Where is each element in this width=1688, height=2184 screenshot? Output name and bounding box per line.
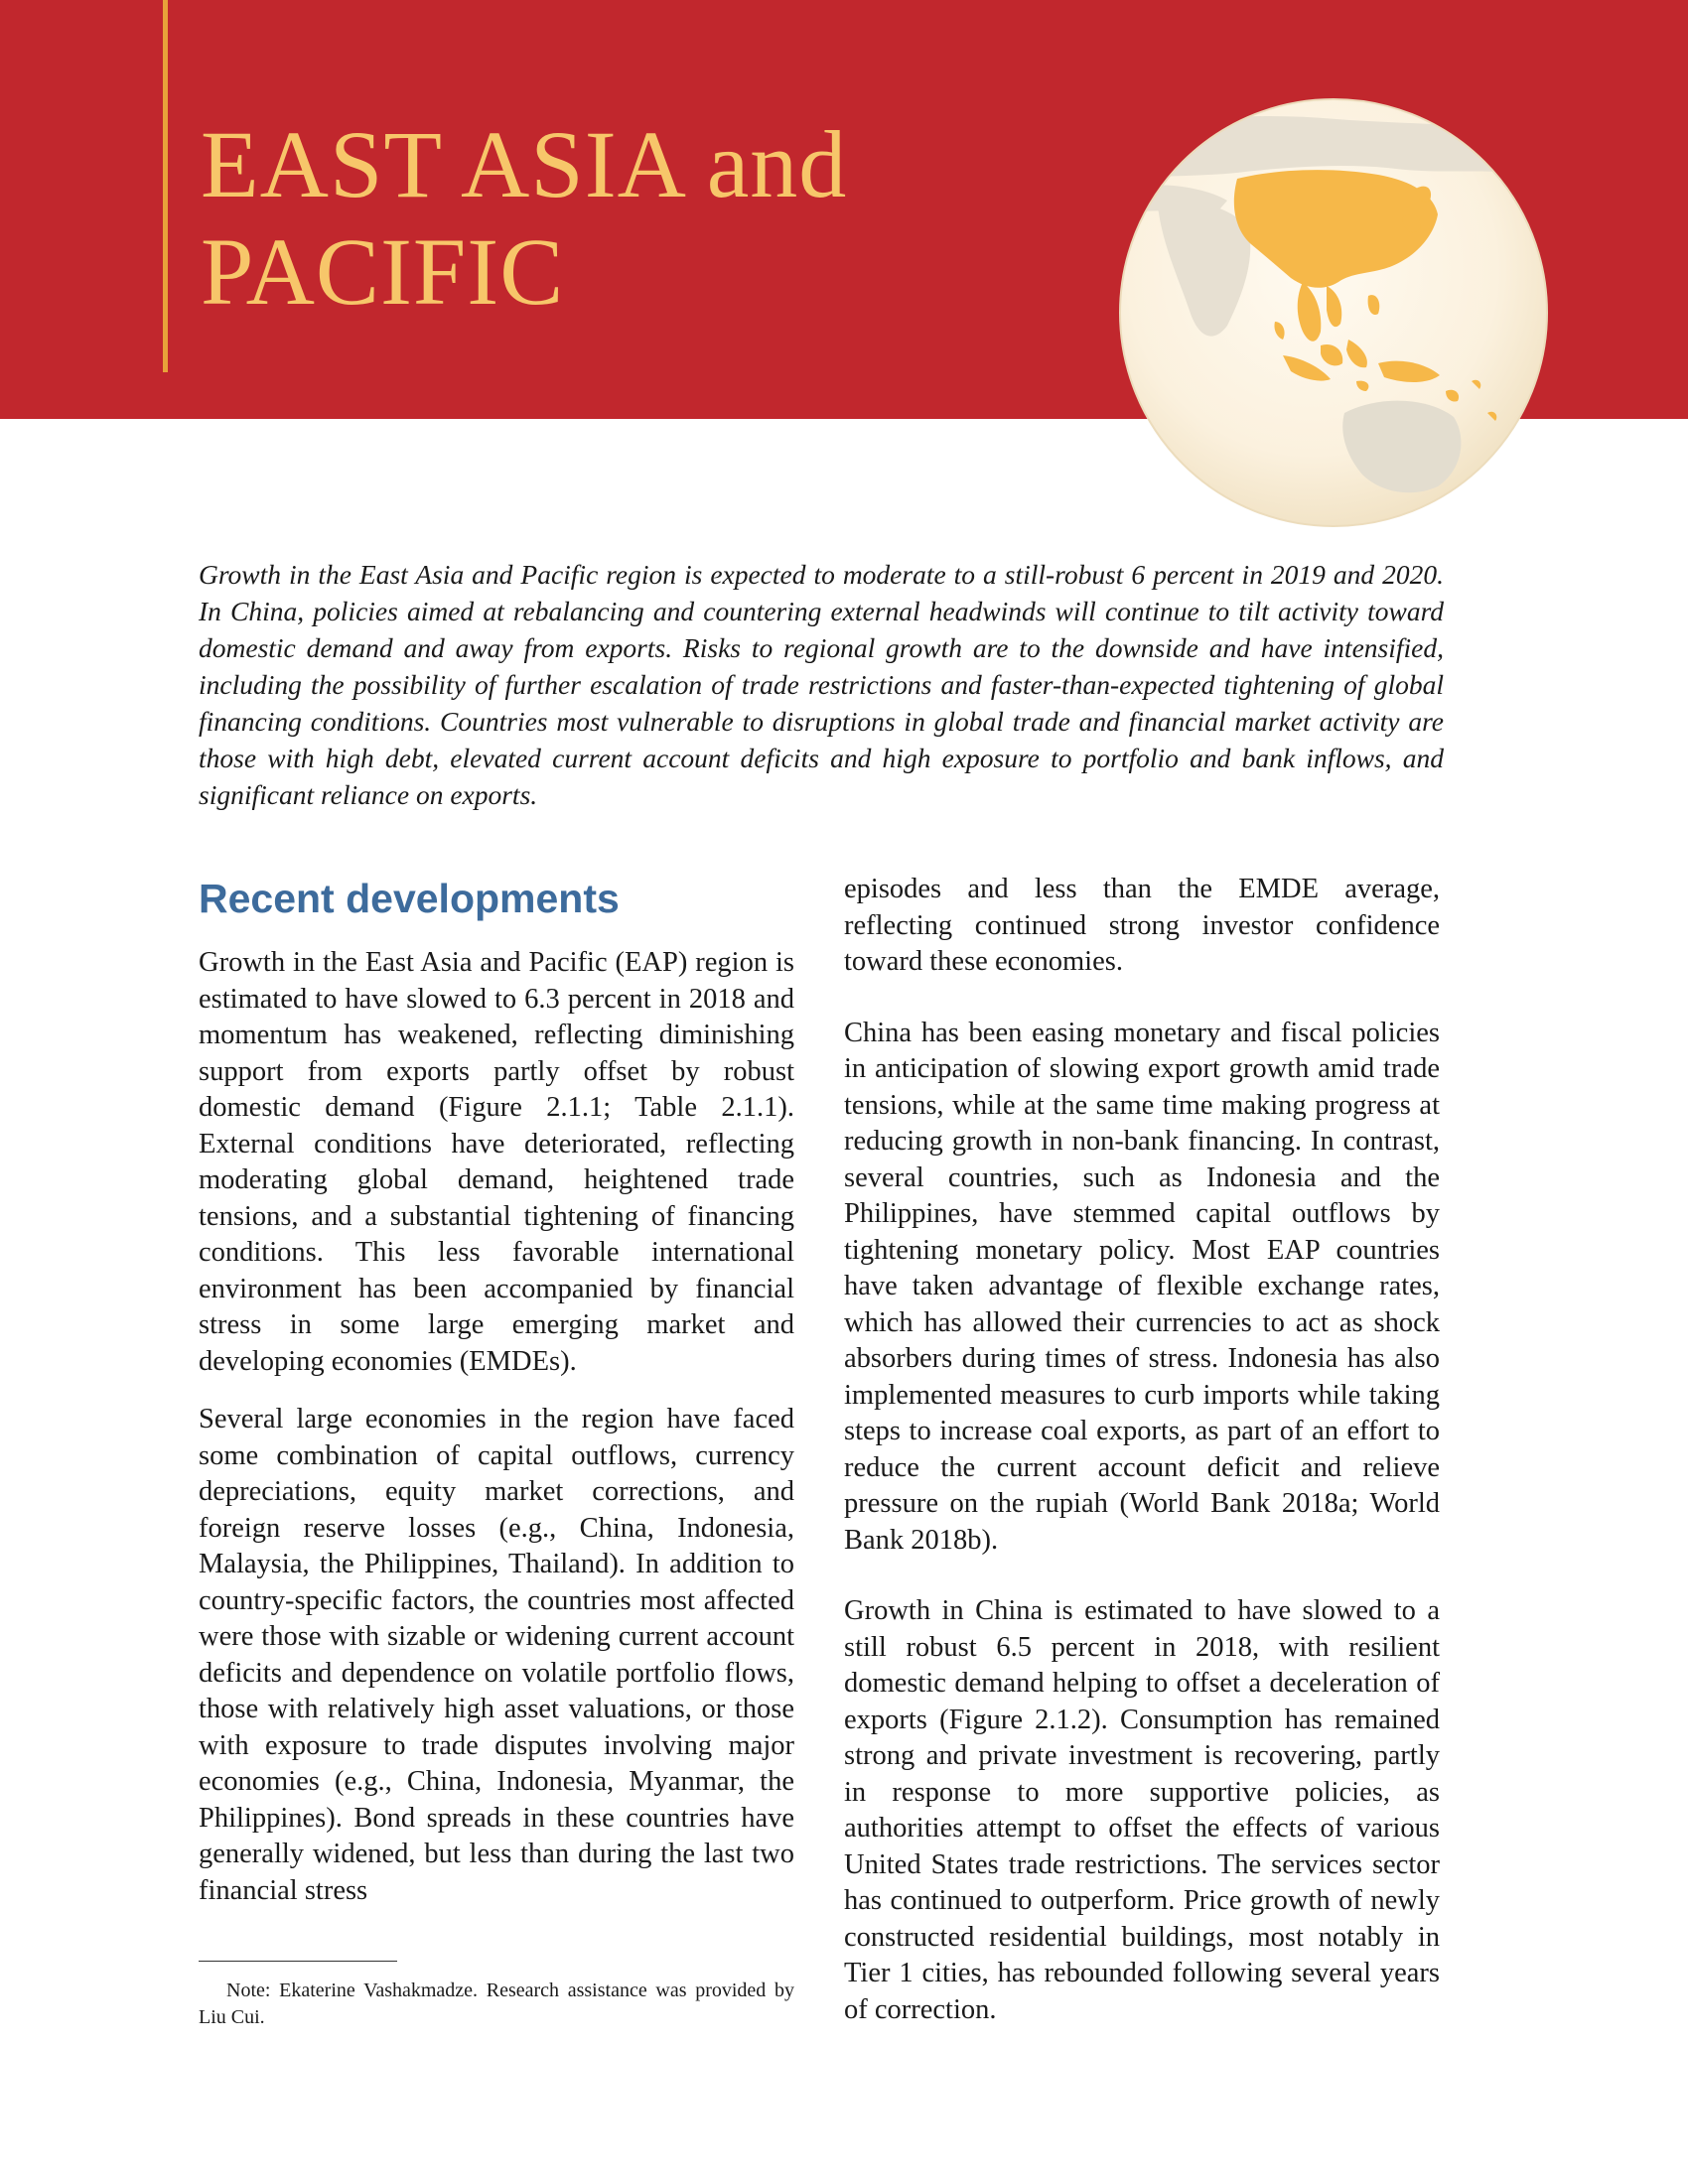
page-title: [201, 111, 847, 326]
footnote: Note: Ekaterine Vashakmadze. Research assistance was provided by Liu Cui.: [199, 1979, 794, 2028]
section-heading: Recent developments: [199, 876, 620, 921]
globe-asia-pacific-icon: [1118, 97, 1549, 528]
paragraph-2-part-2: episodes and less than the EMDE average, reflecting continued strong investor confidence toward these economies.: [844, 874, 1440, 977]
title-line-1: EAST ASIA and: [201, 111, 848, 217]
chapter-summary: Growth in the East Asia and Pacific region is expected to moderate to a still-robust 6 percent in 2019 and 2020. In China, policies aimed at rebalancing and countering external headwinds will continue to tilt activity toward domestic demand and away from exports. Risks to regional growth are to the downside and have intensified, including the possibility of further escalation of trade restrictions and faster-than-expected tightening of global financing conditions. Countries most vulnerable to disruptions in global trade and financial market activity are those with high debt, elevated current account deficits and high exposure to portfolio and bank inflows, and significant reliance on exports.: [199, 559, 1444, 810]
left-column: [199, 874, 794, 1931]
banner-accent-rule: [163, 0, 168, 372]
title-line-2: PACIFIC: [201, 218, 565, 325]
paragraph-4: Growth in China is estimated to have slowed to a still robust 6.5 percent in 2018, with resilient domestic demand helping to offset a deceleration of exports (Figure 2.1.2). Consumption has remained strong and private investment is recovering, partly in response to more supportive policies, as authorities attempt to offset the effects of various United States trade restrictions. The services sector has continued to outperform. Price growth of newly constructed residential buildings, most notably in Tier 1 cities, has rebounded following several years of correction.: [844, 1595, 1440, 2025]
paragraph-1: Growth in the East Asia and Pacific (EAP) region is estimated to have slowed to 6.3 percent in 2018 and momentum has weakened, reflecting diminishing support from exports partly offset by robust domestic demand (Figure 2.1.1; Table 2.1.1). External conditions have deteriorated, reflecting moderating global demand, heightened trade tensions, and a substantial tightening of financing conditions. This less favorable international environment has been accompanied by financial stress in some large emerging market and developing economies (EMDEs).: [199, 947, 794, 1377]
right-column: [844, 872, 1440, 2063]
footnote-divider: [199, 1961, 397, 1962]
paragraph-3: China has been easing monetary and fiscal policies in anticipation of slowing export growth amid trade tensions, while at the same time making progress at reducing growth in non-bank financing. In contrast, several countries, such as Indonesia and the Philippines, have stemmed capital outflows by tightening monetary policy. Most EAP countries have taken advantage of flexible exchange rates, which has allowed their currencies to act as shock absorbers during times of stress. Indonesia has also implemented measures to curb imports while taking steps to increase coal exports, as part of an effort to reduce the current account deficit and relieve pressure on the rupiah (World Bank 2018a; World Bank 2018b).: [844, 1017, 1440, 1556]
paragraph-2-part-1: Several large economies in the region have faced some combination of capital outflows, currency depreciations, equity market corrections, and foreign reserve losses (e.g., China, Indonesia, Malaysia, the Philippines, Thailand). In addition to country-specific factors, the countries most affected were those with sizable or widening current account deficits and dependence on volatile portfolio flows, those with relatively high asset valuations, or those with exposure to trade disputes involving major economies (e.g., China, Indonesia, Myanmar, the Philippines). Bond spreads in these countries have generally widened, but less than during the last two financial stress: [199, 1404, 794, 1906]
